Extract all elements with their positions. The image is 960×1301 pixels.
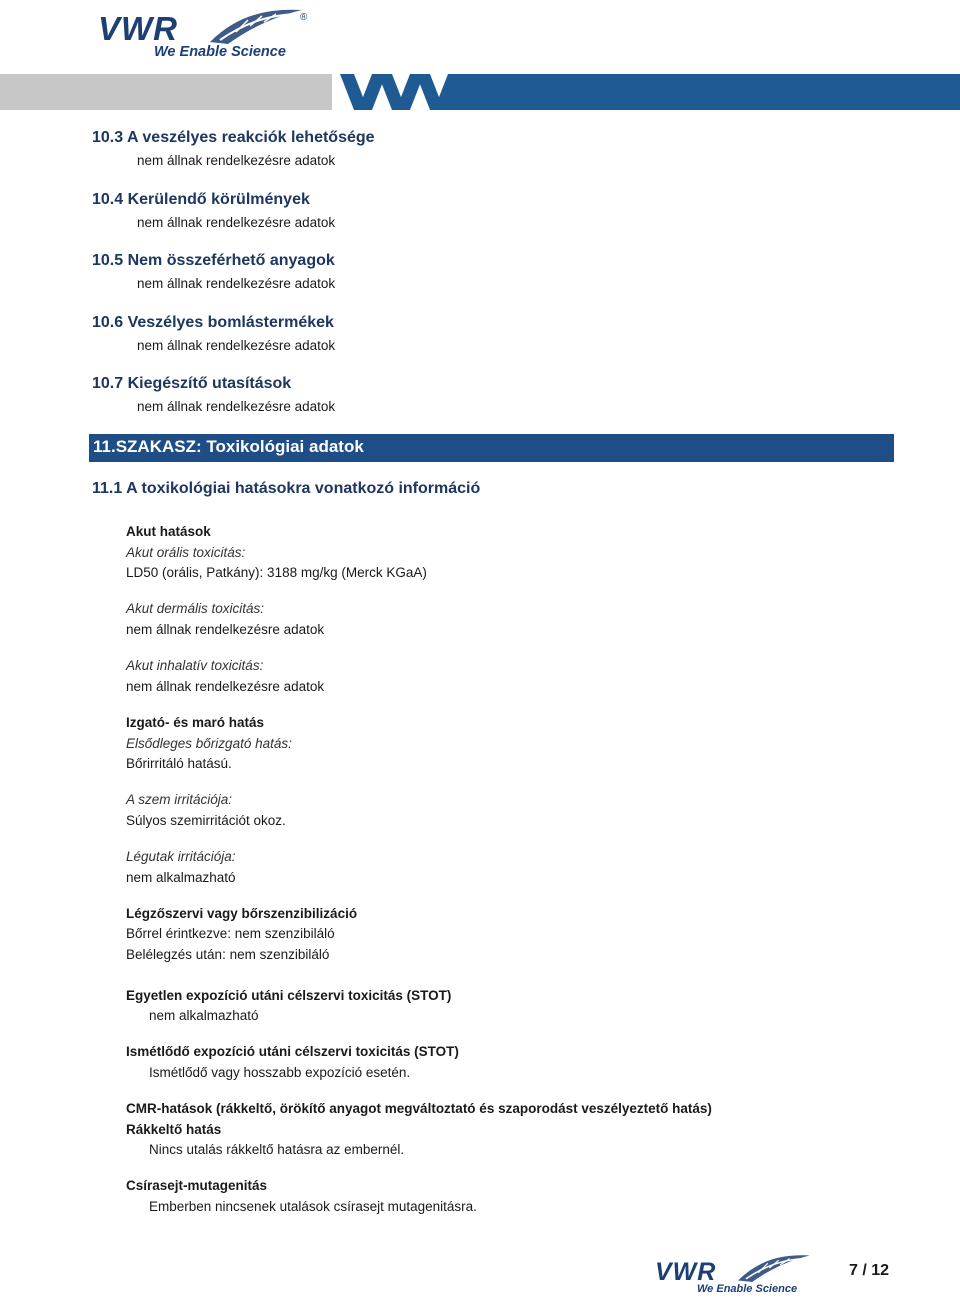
footer-logo-wordmark: VWR: [655, 1258, 717, 1286]
registered-mark: ®: [300, 12, 308, 23]
heading-11-1: 11.1 A toxikológiai hatásokra vonatkozó információ: [92, 480, 481, 497]
stot-rep-heading: Ismétlődő expozíció utáni célszervi toxicitás (STOT): [126, 1044, 459, 1059]
value-10-7: nem állnak rendelkezésre adatok: [137, 399, 336, 414]
footer-vwr-logo: [655, 1252, 820, 1296]
skin-label: Elsődleges bőrizgató hatás:: [126, 736, 292, 751]
cmr-heading: CMR-hatások (rákkeltő, örökítő anyagot megváltoztató és szaporodást veszélyeztető hatás): [126, 1101, 712, 1116]
oral-value: LD50 (orális, Patkány): 3188 mg/kg (Merck KGaA): [126, 565, 427, 580]
oral-label: Akut orális toxicitás:: [126, 545, 246, 560]
header-blue-band: [448, 74, 960, 110]
footer-leaf-swoosh-icon: [735, 1252, 813, 1284]
logo-tagline: We Enable Science: [154, 44, 286, 60]
sens-inhal: Belélegzés után: nem szenzibiláló: [126, 947, 330, 962]
carc-value: Nincs utalás rákkeltő hatásra az embernél.: [149, 1142, 405, 1157]
footer-logo-tagline: We Enable Science: [697, 1283, 798, 1295]
inhal-label: Akut inhalatív toxicitás:: [126, 658, 264, 673]
irritant-heading: Izgató- és maró hatás: [126, 715, 265, 730]
eye-value: Súlyos szemirritációt okoz.: [126, 813, 286, 828]
resp-label: Légutak irritációja:: [126, 849, 236, 864]
vwr-logo: [98, 8, 318, 64]
dermal-value: nem állnak rendelkezésre adatok: [126, 622, 325, 637]
value-10-3: nem állnak rendelkezésre adatok: [137, 153, 336, 168]
section-11-bar: [89, 434, 894, 462]
skin-value: Bőrirritáló hatású.: [126, 756, 232, 771]
heading-10-7: 10.7 Kiegészítő utasítások: [92, 375, 292, 392]
page-number: 7 / 12: [849, 1262, 890, 1279]
muta-heading: Csírasejt-mutagenitás: [126, 1178, 268, 1193]
acute-heading: Akut hatások: [126, 524, 211, 539]
page-header: [0, 0, 960, 112]
heading-10-4: 10.4 Kerülendő körülmények: [92, 191, 310, 208]
eye-label: A szem irritációja:: [126, 792, 233, 807]
header-chevrons-icon: [332, 74, 482, 110]
value-10-6: nem állnak rendelkezésre adatok: [137, 338, 336, 353]
value-10-4: nem állnak rendelkezésre adatok: [137, 215, 336, 230]
resp-value: nem alkalmazható: [126, 870, 236, 885]
logo-wordmark: VWR: [98, 10, 178, 47]
heading-10-6: 10.6 Veszélyes bomlástermékek: [92, 314, 334, 331]
stot-single-heading: Egyetlen expozíció utáni célszervi toxicitás (STOT): [126, 988, 452, 1003]
stot-single-value: nem alkalmazható: [149, 1008, 259, 1023]
carc-heading: Rákkeltő hatás: [126, 1122, 222, 1137]
heading-10-5: 10.5 Nem összeférhető anyagok: [92, 252, 335, 269]
sens-skin: Bőrrel érintkezve: nem szenzibiláló: [126, 926, 335, 941]
heading-10-3: 10.3 A veszélyes reakciók lehetősége: [92, 129, 375, 146]
section-11-title: 11.SZAKASZ: Toxikológiai adatok: [93, 437, 364, 456]
stot-rep-value: Ismétlődő vagy hosszabb expozíció esetén.: [149, 1065, 411, 1080]
sens-heading: Légzőszervi vagy bőrszenzibilizáció: [126, 906, 358, 921]
value-10-5: nem állnak rendelkezésre adatok: [137, 276, 336, 291]
leaf-swoosh-icon: [206, 6, 306, 46]
inhal-value: nem állnak rendelkezésre adatok: [126, 679, 325, 694]
dermal-label: Akut dermális toxicitás:: [126, 601, 265, 616]
muta-value: Emberben nincsenek utalások csírasejt mutagenitásra.: [149, 1199, 477, 1214]
